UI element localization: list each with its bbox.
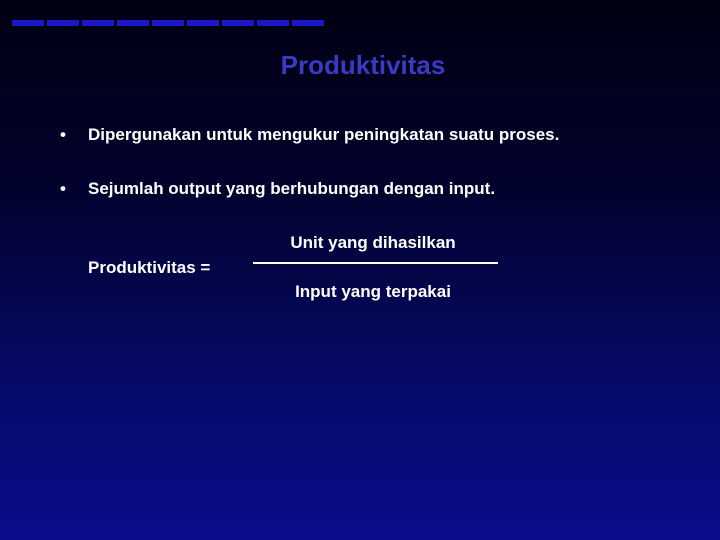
slide-title: Produktivitas bbox=[280, 50, 446, 80]
bullet-item bbox=[60, 179, 495, 199]
bullet-marker: • bbox=[60, 125, 66, 144]
decorative-bar bbox=[152, 20, 184, 26]
decorative-bar bbox=[12, 20, 44, 26]
formula-denominator: Input yang terpakai bbox=[295, 282, 451, 301]
decorative-bar bbox=[257, 20, 289, 26]
formula-numerator: Unit yang dihasilkan bbox=[290, 233, 456, 252]
decorative-bar bbox=[187, 20, 219, 26]
formula-label: Produktivitas = bbox=[88, 258, 211, 277]
decorative-bar bbox=[82, 20, 114, 26]
bullet-item bbox=[60, 125, 559, 145]
fraction-line bbox=[253, 262, 498, 264]
bullet-text: Dipergunakan untuk mengukur peningkatan suatu proses. bbox=[88, 125, 560, 144]
bullet-text: Sejumlah output yang berhubungan dengan input. bbox=[88, 179, 496, 198]
decorative-bar bbox=[292, 20, 324, 26]
decorative-bar bbox=[222, 20, 254, 26]
decorative-bar bbox=[117, 20, 149, 26]
decorative-top-bars bbox=[12, 20, 324, 26]
decorative-bar bbox=[47, 20, 79, 26]
bullet-marker: • bbox=[60, 179, 66, 198]
